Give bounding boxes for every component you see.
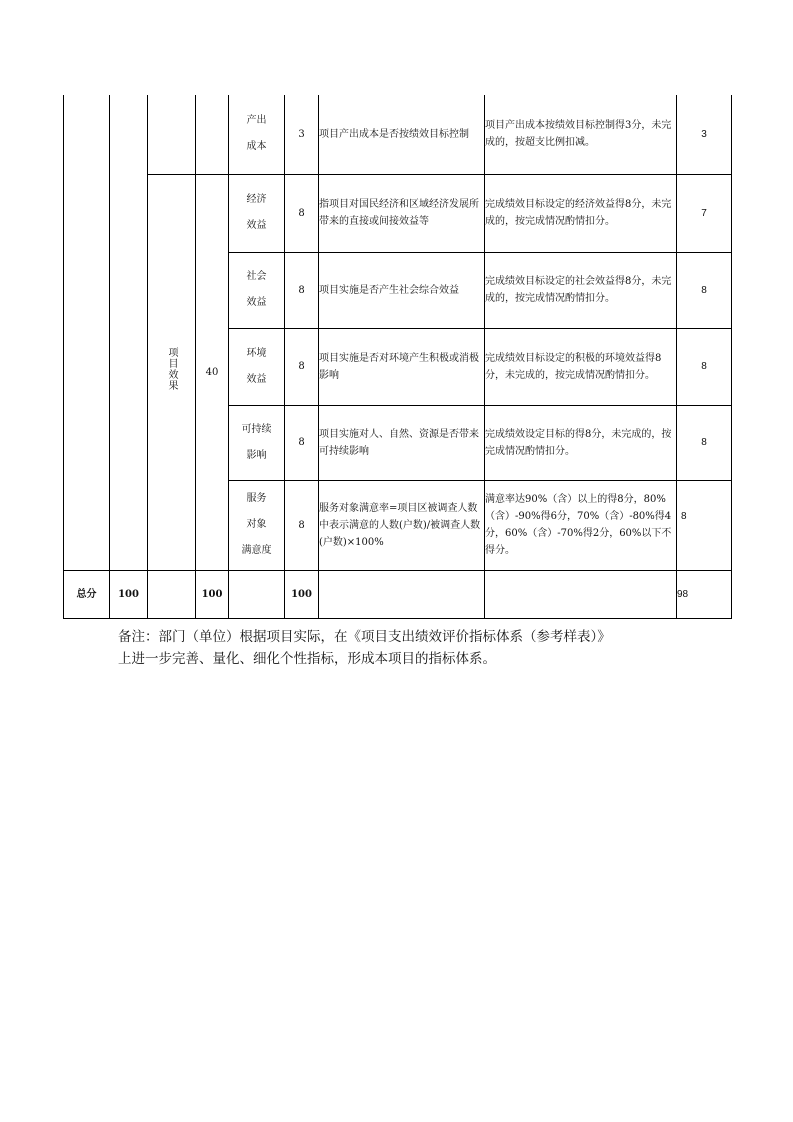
blank-cell	[148, 95, 196, 174]
group-weight: 40	[196, 174, 229, 570]
indicator-description: 项目产出成本是否按绩效目标控制	[319, 95, 485, 174]
table-row	[64, 95, 732, 174]
indicator-weight: 3	[285, 95, 319, 174]
indicator-description: 项目实施是否对环境产生积极或消极影响	[319, 328, 485, 405]
total-col6: 100	[285, 570, 319, 618]
indicator-name: 社会 效益	[229, 252, 285, 328]
scoring-criteria: 完成绩效目标设定的经济效益得8分，未完成的，按完成情况酌情扣分。	[485, 174, 677, 252]
indicator-score: 8	[677, 328, 732, 405]
indicator-weight: 8	[285, 174, 319, 252]
blank-cell	[64, 95, 110, 570]
indicator-name: 产出 成本	[229, 95, 285, 174]
indicator-description: 服务对象满意率=项目区被调查人数中表示满意的人数(户数)/被调查人数(户数)×100%	[319, 480, 485, 570]
total-row	[64, 570, 732, 618]
blank-cell	[110, 95, 148, 570]
indicator-score: 7	[677, 174, 732, 252]
blank-cell	[196, 95, 229, 174]
remark-note	[118, 626, 678, 670]
total-score: 98	[677, 570, 732, 618]
blank-cell	[485, 570, 677, 618]
indicator-score: 8	[677, 252, 732, 328]
indicator-description: 指项目对国民经济和区域经济发展所带来的直接或间接效益等	[319, 174, 485, 252]
blank-cell	[148, 570, 196, 618]
indicator-weight: 8	[285, 405, 319, 480]
indicator-weight: 8	[285, 480, 319, 570]
blank-cell	[319, 570, 485, 618]
indicator-score: 3	[677, 95, 732, 174]
scoring-criteria: 满意率达90%（含）以上的得8分，80%（含）-90%得6分，70%（含）-80%得4分，60%（含）-70%得2分，60%以下不得分。	[485, 480, 677, 570]
indicator-name: 环境 效益	[229, 328, 285, 405]
indicator-score: 8	[677, 405, 732, 480]
indicator-name: 可持续 影响	[229, 405, 285, 480]
total-col4: 100	[196, 570, 229, 618]
remark-line-1: 备注：部门（单位）根据项目实际，在《项目支出绩效评价指标体系（参考样表）》	[118, 629, 611, 645]
total-label: 总分	[64, 570, 110, 618]
scoring-criteria: 完成绩效目标设定的积极的环境效益得8分，未完成的，按完成情况酌情扣分。	[485, 328, 677, 405]
indicator-description: 项目实施对人、自然、资源是否带来可持续影响	[319, 405, 485, 480]
remark-line-2: 上进一步完善、量化、细化个性指标，形成本项目的指标体系。	[118, 651, 496, 667]
group-label: 项目效果	[166, 347, 177, 391]
indicator-description: 项目实施是否产生社会综合效益	[319, 252, 485, 328]
group-label-cell	[148, 174, 196, 570]
indicator-name: 服务 对象 满意度	[229, 480, 285, 570]
blank-cell	[229, 570, 285, 618]
scoring-criteria: 完成绩效设定目标的得8分，未完成的，按完成情况酌情扣分。	[485, 405, 677, 480]
indicator-weight: 8	[285, 328, 319, 405]
indicator-weight: 8	[285, 252, 319, 328]
evaluation-table	[63, 95, 732, 619]
table-row	[64, 174, 732, 252]
indicator-name: 经济 效益	[229, 174, 285, 252]
indicator-score: 8	[677, 480, 732, 570]
scoring-criteria: 完成绩效目标设定的社会效益得8分，未完成的，按完成情况酌情扣分。	[485, 252, 677, 328]
scoring-criteria: 项目产出成本按绩效目标控制得3分，未完成的，按超支比例扣减。	[485, 95, 677, 174]
total-col2: 100	[110, 570, 148, 618]
